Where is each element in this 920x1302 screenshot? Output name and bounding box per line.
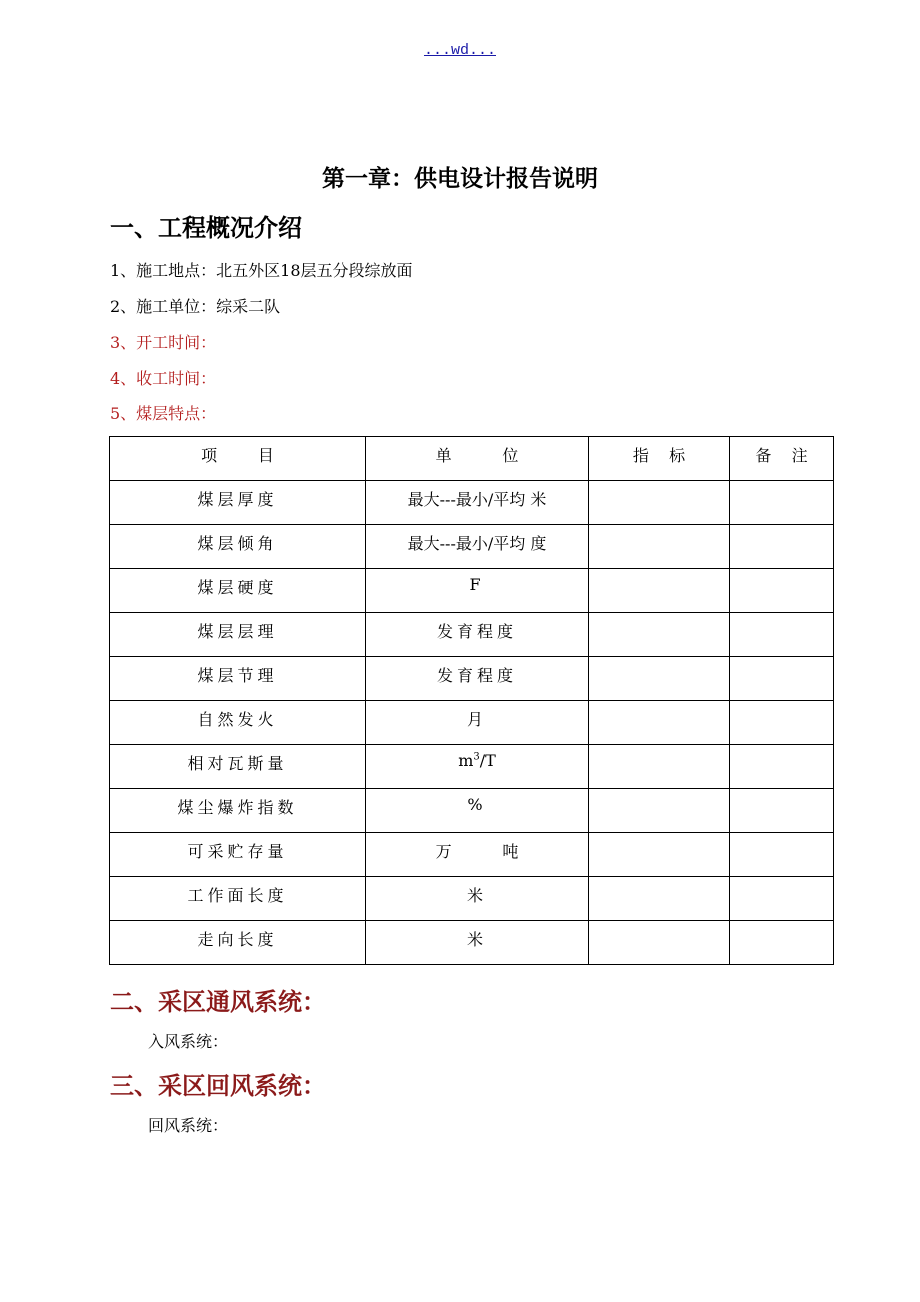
start-time-line: 3、开工时间：: [110, 333, 217, 352]
header-note: 备 注: [730, 437, 834, 481]
cell-unit: 米: [366, 877, 589, 921]
table-row: [110, 921, 834, 965]
cell-index: [589, 833, 730, 877]
cell-note: [730, 481, 834, 525]
table-row: [110, 745, 834, 789]
cell-item: 煤层厚度: [110, 481, 366, 525]
header-link-text[interactable]: ...wd...: [423, 42, 496, 59]
cell-index: [589, 481, 730, 525]
return-system-line: 回风系统：: [148, 1116, 229, 1135]
cell-index: [589, 745, 730, 789]
table-row: [110, 833, 834, 877]
cell-note: [730, 525, 834, 569]
table-row: [110, 481, 834, 525]
cell-index: [589, 569, 730, 613]
cell-item: 自然发火: [110, 701, 366, 745]
table-row: [110, 789, 834, 833]
table-row: [110, 525, 834, 569]
intake-system-line: 入风系统：: [148, 1032, 229, 1051]
cell-item: 煤层倾角: [110, 525, 366, 569]
cell-item: 相对瓦斯量: [110, 745, 366, 789]
cell-note: [730, 657, 834, 701]
cell-note: [730, 877, 834, 921]
cell-unit: F: [366, 569, 589, 613]
cell-note: [730, 745, 834, 789]
cell-index: [589, 877, 730, 921]
cell-item: 煤层硬度: [110, 569, 366, 613]
section-heading-intake: 二、采区通风系统：: [110, 988, 326, 1016]
table-row: [110, 613, 834, 657]
table-row: [110, 701, 834, 745]
coal-seam-table: [109, 436, 834, 965]
cell-item: 走向长度: [110, 921, 366, 965]
header-index: 指 标: [589, 437, 730, 481]
cell-item: 可采贮存量: [110, 833, 366, 877]
cell-unit: %: [366, 789, 589, 833]
cell-unit: 万 吨: [366, 833, 589, 877]
cell-unit: 发育程度: [366, 613, 589, 657]
cell-unit: 月: [366, 701, 589, 745]
end-time-line: 4、收工时间：: [110, 369, 217, 388]
cell-note: [730, 789, 834, 833]
table-header-row: [110, 437, 834, 481]
construction-site-line: 1、施工地点：北五外区18层五分段综放面: [110, 261, 413, 280]
section-heading-return: 三、采区回风系统：: [110, 1072, 326, 1100]
cell-item: 煤层层理: [110, 613, 366, 657]
cell-index: [589, 613, 730, 657]
construction-unit-line: 2、施工单位：综采二队: [110, 297, 281, 316]
cell-note: [730, 613, 834, 657]
cell-index: [589, 657, 730, 701]
cell-item: 煤层节理: [110, 657, 366, 701]
cell-unit: 最大---最小/平均 米: [366, 481, 589, 525]
table-row: [110, 569, 834, 613]
cell-unit: $m^3/T$: [366, 745, 589, 789]
coal-seam-features-line: 5、煤层特点：: [110, 404, 217, 423]
cell-item: 煤尘爆炸指数: [110, 789, 366, 833]
chapter-title: 第一章：供电设计报告说明: [322, 166, 598, 192]
cell-item: 工作面长度: [110, 877, 366, 921]
header-item: 项 目: [110, 437, 366, 481]
cell-note: [730, 569, 834, 613]
cell-unit: 最大---最小/平均 度: [366, 525, 589, 569]
cell-index: [589, 701, 730, 745]
cell-note: [730, 833, 834, 877]
cell-note: [730, 701, 834, 745]
cell-index: [589, 789, 730, 833]
header-link[interactable]: [0, 42, 920, 59]
cell-index: [589, 921, 730, 965]
cell-unit: 发育程度: [366, 657, 589, 701]
cell-unit: 米: [366, 921, 589, 965]
header-unit: 单 位: [366, 437, 589, 481]
cell-index: [589, 525, 730, 569]
cell-note: [730, 921, 834, 965]
section-heading-overview: 一、工程概况介绍: [110, 214, 302, 242]
table-row: [110, 657, 834, 701]
table-row: [110, 877, 834, 921]
